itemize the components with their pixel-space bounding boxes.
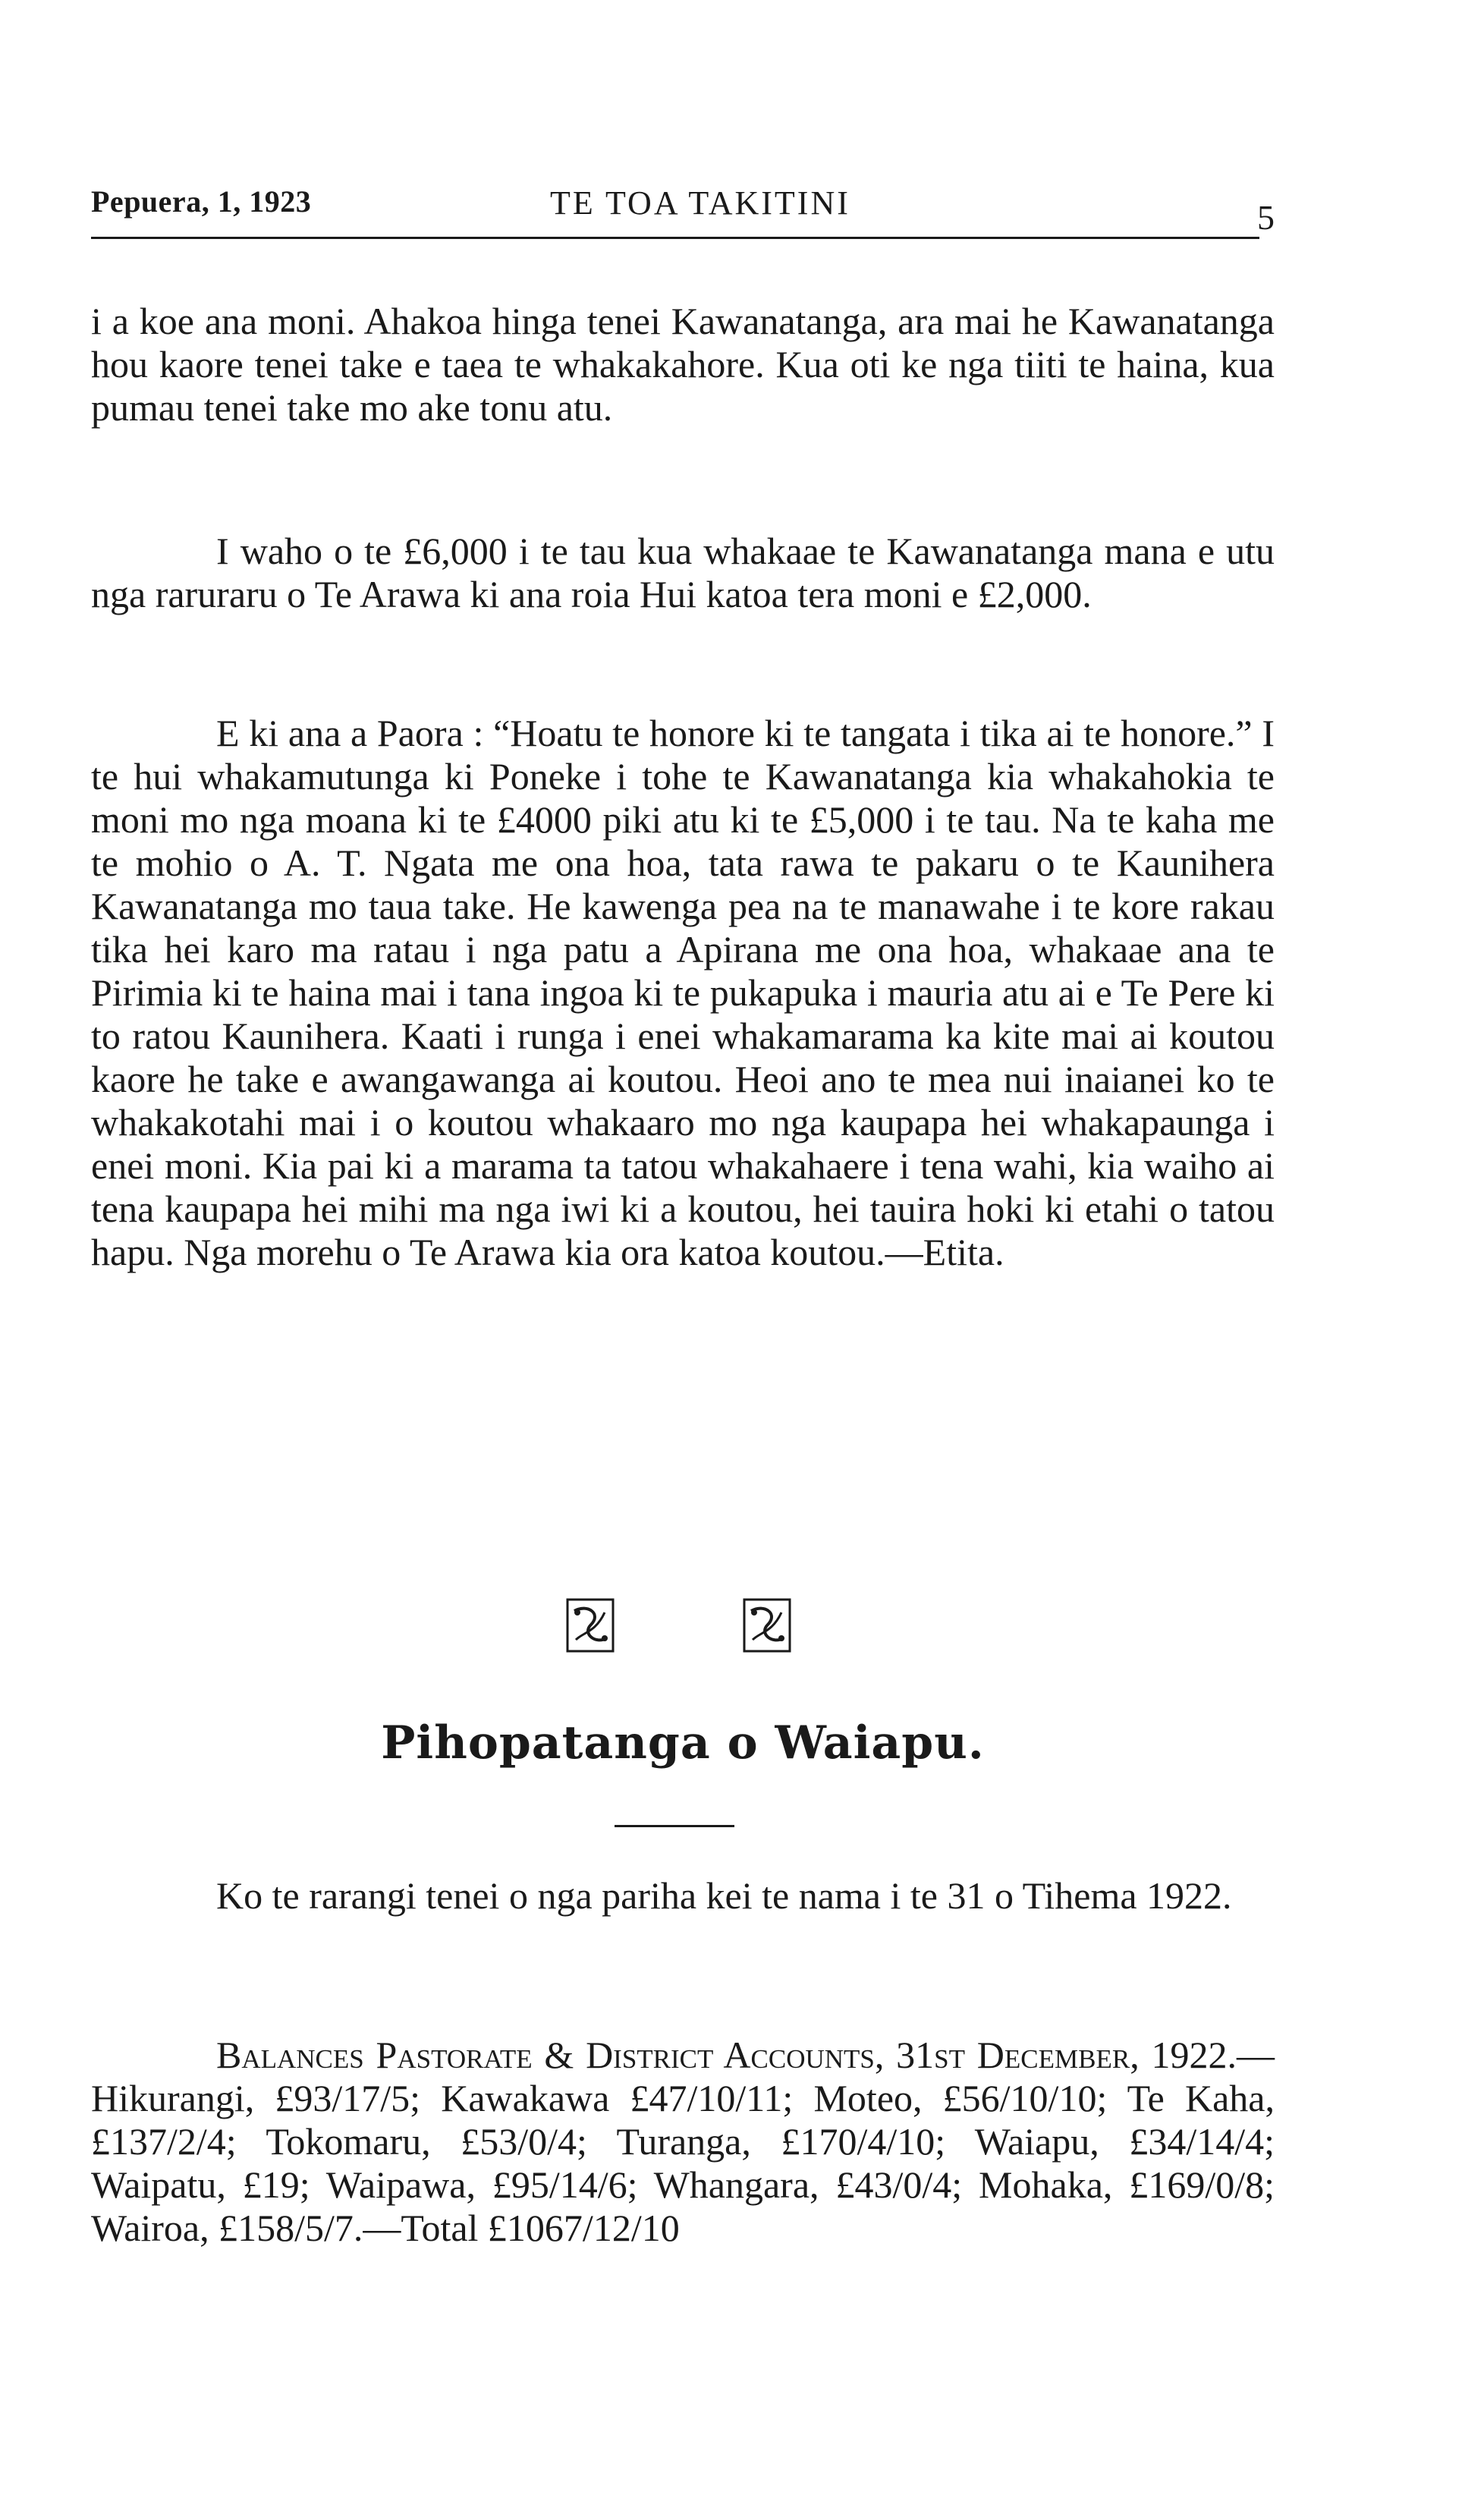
header-rule: [91, 237, 1259, 239]
decorative-flourish-icon: [565, 1597, 615, 1653]
paragraph-paora: E ki ana a Paora : “Hoatu te honore ki te tangata i tika ai te honore.” I te hui whakamutunga ki Poneke i tohe te Kawanatanga kia whakahokia te moni mo nga moana ki te £4000 piki atu ki te £5,000 i te tau. Na te kaha me te mohio o A. T. Ngata me ona hoa, tata rawa te pakaru o te Kaunihera Kawanatanga mo taua take. He kawenga pea na te manawahe i te kore rakau tika hei karo ma ratau i nga patu a Apirana me ona hoa, whakaae ana te Pirimia ki te haina mai i tana ingoa ki te pukapuka i mauria atu ai e Te Pere ki to ratou Kaunihera. Kaati i runga i enei whakamarama ka kite mai ai koutou kaore he take e awangawanga ai koutou. Heoi ano te mea nui inaianei ko te whakakotahi mai i o koutou whakaaro mo nga kaupapa hei whakapaunga i enei moni. Kia pai ki a marama ta tatou whakahaere i tena wahi, kia waiho ai tena kaupapa hei mihi ma nga iwi ki a koutou, hei tauira hoki ki etahi o tatou hapu. Nga morehu o Te Arawa kia ora katoa koutou.—Etita.: [91, 712, 1275, 1273]
section-heading: Pihopatanga o Waiapu.: [381, 1716, 985, 1770]
heading-rule: [615, 1825, 734, 1827]
running-head: [91, 168, 1275, 252]
publication-title: TE TOA TAKITINI: [550, 184, 850, 222]
balances-lead: Balances Pastorate & District Accounts, 31st December, 1922.: [216, 2034, 1237, 2076]
paragraph-waho: I waho o te £6,000 i te tau kua whakaae te Kawanatanga mana e utu nga raruraru o Te Arawa ki ana roia Hui katoa tera moni e £2,000.: [91, 530, 1275, 615]
balances-body: —Hikurangi, £93/17/5; Kawakawa £47/10/11; Moteo, £56/10/10; Te Kaha, £137/2/4; Tokomaru, £53/0/4; Turanga, £170/4/10; Waiapu, £34/14/4; Waipatu, £19; Waipawa, £95/14/6; Whangara, £43/0/4; Mohaka, £169/0/8; Wairoa, £158/5/7.—Total £1067/12/10: [91, 2034, 1275, 2249]
paragraph-continued: i a koe ana moni. Ahakoa hinga tenei Kawanatanga, ara mai he Kawanatanga hou kaore tenei take e taea te whakakahore. Kua oti ke nga tiiti te haina, kua pumau tenei take mo ake tonu atu.: [91, 300, 1275, 429]
issue-date: Pepuera, 1, 1923: [91, 184, 312, 219]
paragraph-intro: Ko te rarangi tenei o nga pariha kei te nama i te 31 o Tihema 1922.: [216, 1874, 1232, 1917]
page-number: 5: [1257, 198, 1275, 237]
decorative-flourish-icon: [742, 1597, 792, 1653]
section-ornaments: [91, 1597, 1275, 1658]
paragraph-balances: [91, 2034, 1275, 2250]
document-page: [91, 0, 1275, 2520]
